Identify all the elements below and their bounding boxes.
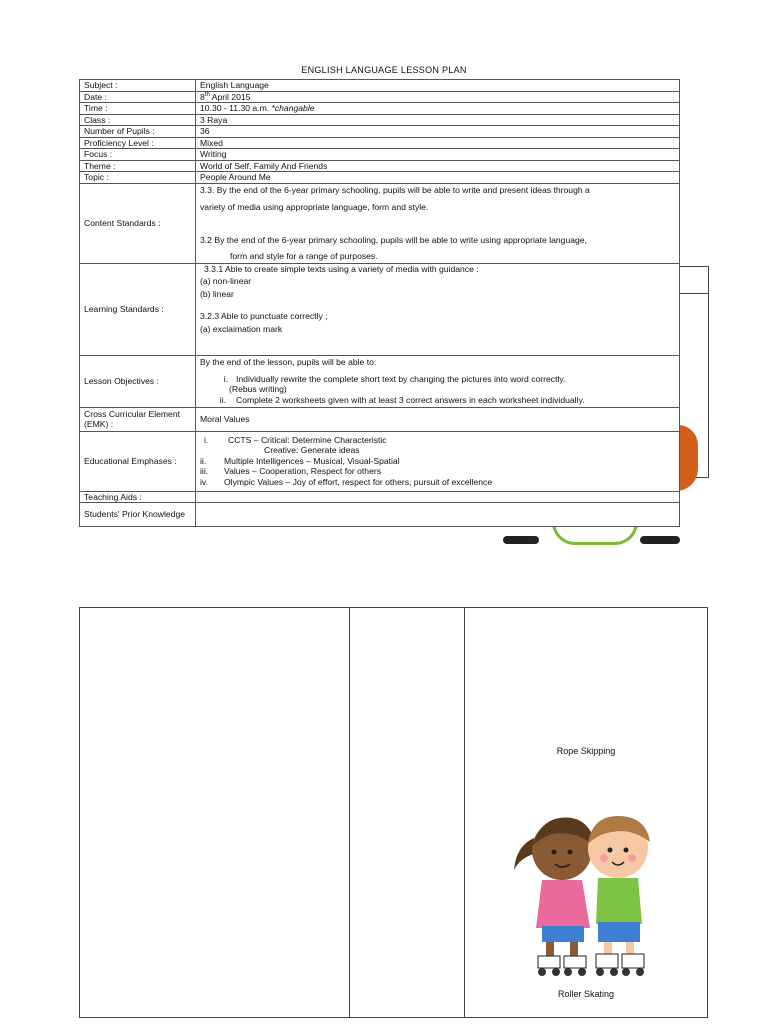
table-row — [80, 503, 680, 527]
clipart-shoe-left — [503, 536, 539, 544]
learning-line: (a) exclaimation mark — [200, 323, 283, 334]
row-label: Cross Curricular Element (EMK) : — [80, 407, 196, 431]
objective-item: ii. Complete 2 worksheets given with at least 3 correct answers in each worksheet individually. — [219, 394, 585, 405]
content-line: form and style for a range of purposes. — [230, 251, 378, 261]
row-value: Writing — [196, 149, 680, 161]
table-row — [80, 491, 680, 503]
page-title: ENGLISH LANGUAGE LESSON PLAN — [301, 65, 467, 75]
row-label: Time : — [80, 103, 196, 115]
row-value: 36 — [196, 126, 680, 138]
row-label: Learning Standards : — [80, 263, 196, 355]
table-row — [80, 114, 680, 126]
table-row — [80, 160, 680, 172]
table-row — [80, 103, 680, 115]
grid-divider — [464, 608, 465, 1017]
row-label: Class : — [80, 114, 196, 126]
caption-roller-skating: Roller Skating — [557, 989, 615, 999]
table-row — [80, 126, 680, 138]
learning-line: (b) linear — [200, 288, 234, 299]
table-row — [80, 137, 680, 149]
row-label: Subject : — [80, 80, 196, 92]
emphasis-item: iv. Olympic Values – Joy of effort, respect for others, pursuit of excellence — [200, 476, 493, 487]
row-label: Proficiency Level : — [80, 137, 196, 149]
content-line: variety of media using appropriate language, form and style. — [200, 202, 429, 212]
lesson-objectives-cell — [196, 355, 680, 407]
emphasis-item: i. CCTS – Critical: Determine Characteristic — [204, 434, 387, 445]
row-label: Lesson Objectives : — [80, 355, 196, 407]
learning-standards-cell — [196, 263, 680, 355]
content-line: 3.3. By the end of the 6-year primary schooling, pupils will be able to write and present ideas through a — [200, 184, 590, 195]
row-value: World of Self, Family And Friends — [196, 160, 680, 172]
emphasis-item: ii. Multiple Intelligences – Musical, Visual-Spatial — [200, 455, 400, 466]
table-row — [80, 91, 680, 103]
table-row — [80, 183, 680, 263]
content-standards-cell — [196, 183, 680, 263]
learning-line: 3.2.3 Able to punctuate correctly ; — [200, 311, 328, 321]
row-label: Date : — [80, 91, 196, 103]
row-label: Topic : — [80, 172, 196, 184]
objective-subnote: (Rebus writing) — [229, 384, 287, 394]
row-value — [196, 491, 680, 503]
row-value: 3 Raya — [196, 114, 680, 126]
background-frame-top — [678, 266, 709, 294]
row-label: Theme : — [80, 160, 196, 172]
row-label: Number of Pupils : — [80, 126, 196, 138]
row-value: People Around Me — [196, 172, 680, 184]
objective-item: i. Individually rewrite the complete short text by changing the pictures into word correctly. — [223, 373, 566, 384]
row-label: Educational Emphases : — [80, 431, 196, 491]
table-row — [80, 407, 680, 431]
row-value: Mixed — [196, 137, 680, 149]
row-label: Teaching Aids : — [80, 491, 196, 503]
grid-divider — [349, 608, 350, 1017]
table-row — [80, 172, 680, 184]
learning-line: (a) non-linear — [200, 276, 252, 286]
row-value — [196, 503, 680, 527]
table-row — [80, 263, 680, 355]
time-note: *changable — [271, 103, 315, 113]
learning-line: 3.3.1 Able to create simple texts using a variety of media with guidance : — [204, 263, 479, 274]
roller-skating-kids-illustration — [512, 808, 662, 980]
row-value: English Language — [196, 80, 680, 92]
emphasis-item: iii. Values – Cooperation, Respect for others — [200, 466, 382, 477]
lesson-plan-table — [79, 79, 680, 527]
table-row — [80, 149, 680, 161]
clipart-shoe-right — [640, 536, 680, 544]
table-row — [80, 431, 680, 491]
educational-emphases-cell — [196, 431, 680, 491]
row-value: 10.30 - 11.30 a.m. *changable — [196, 103, 680, 115]
caption-rope-skipping: Rope Skipping — [556, 746, 616, 756]
content-line: 3.2 By the end of the 6-year primary schooling, pupils will be able to write using appropriate language, — [200, 234, 587, 245]
objectives-intro: By the end of the lesson, pupils will be able to: — [200, 357, 377, 367]
row-label: Focus : — [80, 149, 196, 161]
row-value: Moral Values — [196, 407, 680, 431]
row-label: Students' Prior Knowledge — [80, 503, 196, 527]
row-value: 8th April 2015 — [196, 91, 680, 103]
row-label: Content Standards : — [80, 183, 196, 263]
table-row — [80, 80, 680, 92]
table-row — [80, 355, 680, 407]
emphasis-item: Creative: Generate ideas — [264, 445, 360, 456]
